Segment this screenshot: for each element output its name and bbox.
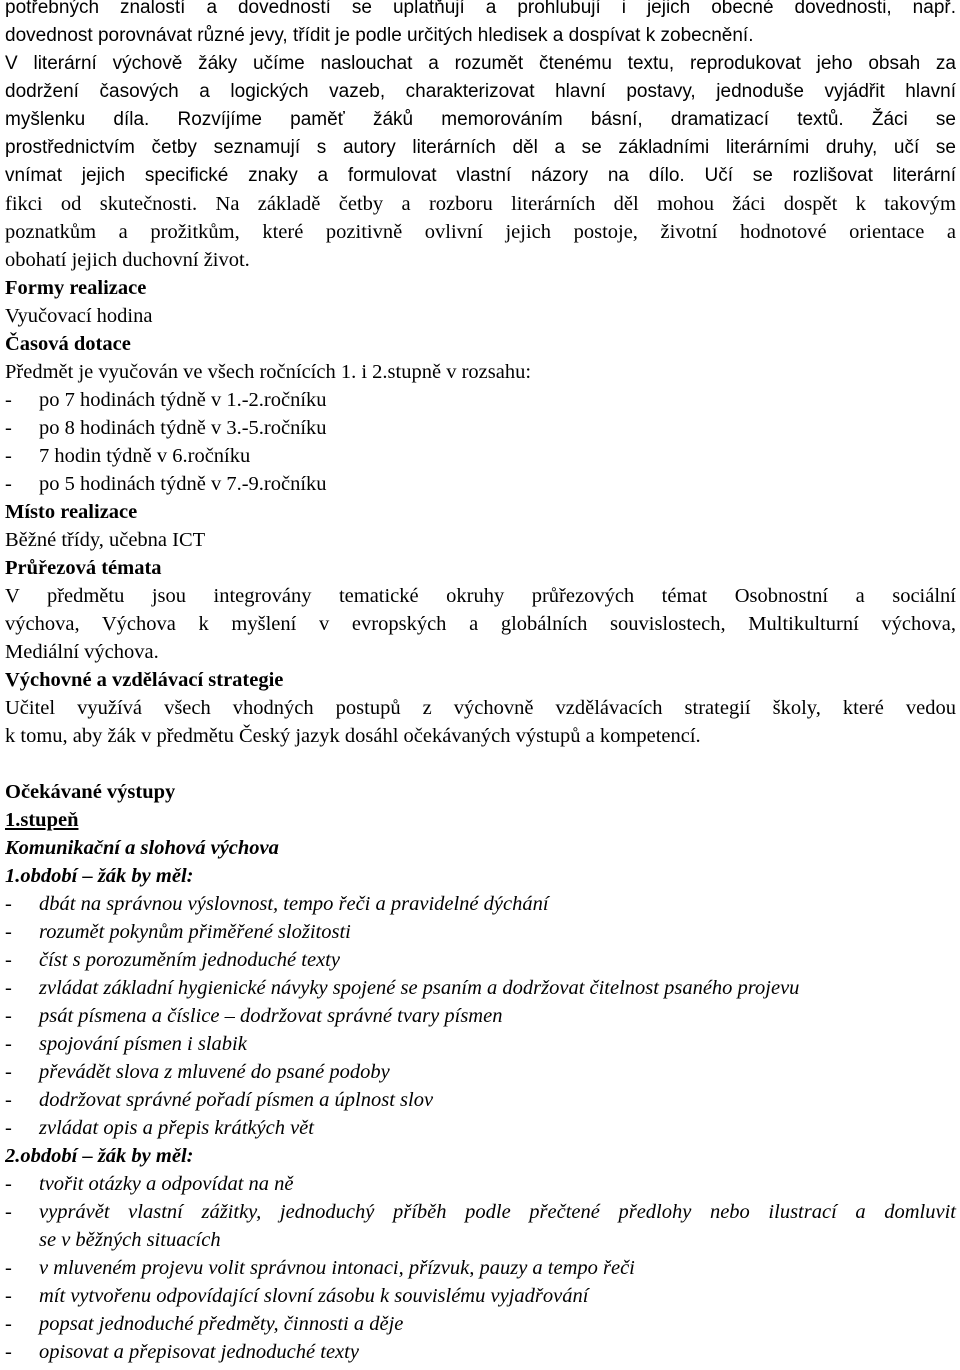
- heading-prurezova-temata: Průřezová témata: [5, 557, 162, 579]
- dash-bullet: -: [5, 977, 12, 999]
- dash-bullet: -: [5, 473, 12, 495]
- dash-bullet: -: [5, 921, 12, 943]
- list-item: [5, 974, 956, 1002]
- dash-bullet: -: [5, 1257, 12, 1279]
- dash-bullet: -: [5, 417, 12, 439]
- heading-misto-realizace: Místo realizace: [5, 501, 138, 523]
- list-item: [5, 442, 956, 470]
- list-item-continuation: se v běžných situacích: [39, 1229, 221, 1251]
- heading-obdobi-1: 1.období – žák by měl:: [5, 865, 194, 887]
- list-item: [5, 414, 956, 442]
- heading-formy-realizace: Formy realizace: [5, 277, 147, 299]
- list-item-text: převádět slova z mluvené do psané podoby: [39, 1061, 390, 1083]
- list-item-text: v mluveném projevu volit správnou intonaci, přízvuk, pauzy a tempo řeči: [39, 1257, 635, 1279]
- heading-strategie: Výchovné a vzdělávací strategie: [5, 669, 284, 691]
- text-line: myšlenku díla. Rozvíjíme paměť žáků memorováním básní, dramatizací textů. Žáci se: [5, 109, 956, 130]
- heading-casova-dotace: Časová dotace: [5, 333, 131, 355]
- dash-bullet: -: [5, 1061, 12, 1083]
- list-item-text: po 5 hodinách týdně v 7.-9.ročníku: [39, 473, 327, 495]
- misto-realizace-text: Běžné třídy, učebna ICT: [5, 529, 206, 551]
- heading-stupen: 1.stupeň: [5, 809, 79, 831]
- list-item-text: zvládat opis a přepis krátkých vět: [39, 1117, 314, 1139]
- list-item: [5, 1170, 956, 1198]
- list-item: [5, 470, 956, 498]
- dash-bullet: -: [5, 1201, 12, 1223]
- list-item: [5, 1282, 956, 1310]
- text-line: Mediální výchova.: [5, 641, 159, 663]
- list-item-text: mít vytvořenu odpovídající slovní zásobu k souvislému vyjadřování: [39, 1285, 589, 1307]
- document-page: [5, 0, 956, 1366]
- text-line: obohatí jejich duchovní život.: [5, 249, 250, 271]
- list-item: [5, 1086, 956, 1114]
- list-item-text: opisovat a přepisovat jednoduché texty: [39, 1341, 359, 1363]
- list-item: [5, 1114, 956, 1142]
- text-line: V literární výchově žáky učíme naslouchat a rozumět čtenému textu, reprodukovat jeho obsah za: [5, 53, 956, 74]
- list-item-text: popsat jednoduché předměty, činnosti a děje: [39, 1313, 404, 1335]
- list-item-text: tvořit otázky a odpovídat na ně: [39, 1173, 294, 1195]
- list-item-text: zvládat základní hygienické návyky spojené se psaním a dodržovat čitelnost psaného projevu: [39, 977, 800, 999]
- list-item: [5, 946, 956, 974]
- list-item: [5, 1030, 956, 1058]
- list-item: [5, 918, 956, 946]
- intro-paragraph-1: [5, 0, 956, 50]
- list-item: [5, 1338, 956, 1366]
- list-item: [5, 1254, 956, 1282]
- dash-bullet: -: [5, 389, 12, 411]
- list-item: [5, 1310, 956, 1338]
- text-line: fikci od skutečnosti. Na základě četby a rozboru literárních děl mohou žáci dospět k takovým: [5, 193, 956, 215]
- text-line: dodržení časových a logických vazeb, charakterizovat hlavní postavy, jednoduše vyjádřit hlavní: [5, 81, 956, 102]
- list-item-text: dodržovat správné pořadí písmen a úplnost slov: [39, 1089, 434, 1111]
- dash-bullet: -: [5, 1285, 12, 1307]
- dash-bullet: -: [5, 1005, 12, 1027]
- list-item-text: 7 hodin týdně v 6.ročníku: [39, 445, 251, 467]
- dash-bullet: -: [5, 1313, 12, 1335]
- list-item-text: psát písmena a číslice – dodržovat správné tvary písmen: [39, 1005, 503, 1027]
- heading-ocekavane-vystupy: Očekávané výstupy: [5, 781, 176, 803]
- casova-dotace-text: Předmět je vyučován ve všech ročnících 1. i 2.stupně v rozsahu:: [5, 361, 532, 383]
- list-item-text: po 7 hodinách týdně v 1.-2.ročníku: [39, 389, 327, 411]
- blank-line: [5, 750, 956, 778]
- text-line: potřebných znalostí a dovedností se uplatňují a prohlubují i jejich obecné dovednosti, např.: [5, 0, 956, 18]
- text-line: poznatkům a prožitkům, které pozitivně ovlivní jejich postoje, životní hodnotové orientace a: [5, 221, 956, 243]
- text-line: Učitel využívá všech vhodných postupů z výchovně vzdělávacích strategií školy, které vedou: [5, 697, 956, 719]
- text-line: výchova, Výchova k myšlení v evropských a globálních souvislostech, Multikulturní výchova,: [5, 613, 956, 635]
- dash-bullet: -: [5, 1341, 12, 1363]
- list-item-text: rozumět pokynům přiměřené složitosti: [39, 921, 351, 943]
- list-item-text: vyprávět vlastní zážitky, jednoduchý příběh podle přečtené předlohy nebo ilustrací a domluvit: [39, 1201, 956, 1223]
- dash-bullet: -: [5, 1117, 12, 1139]
- dash-bullet: -: [5, 1173, 12, 1195]
- dash-bullet: -: [5, 1089, 12, 1111]
- dash-bullet: -: [5, 445, 12, 467]
- dash-bullet: -: [5, 1033, 12, 1055]
- list-item-text: číst s porozuměním jednoduché texty: [39, 949, 340, 971]
- intro-paragraph-2: [5, 50, 956, 274]
- list-item-text: po 8 hodinách týdně v 3.-5.ročníku: [39, 417, 327, 439]
- list-item: [5, 386, 956, 414]
- list-item: [5, 1002, 956, 1030]
- list-item-text: dbát na správnou výslovnost, tempo řeči a pravidelné dýchání: [39, 893, 549, 915]
- text-line: V předmětu jsou integrovány tematické okruhy průřezových témat Osobnostní a sociální: [5, 585, 956, 607]
- formy-realizace-text: Vyučovací hodina: [5, 305, 153, 327]
- dash-bullet: -: [5, 949, 12, 971]
- text-line: vnímat jejich specifické znaky a formulovat vlastní názory na dílo. Učí se rozlišovat literární: [5, 165, 956, 186]
- text-line: k tomu, aby žák v předmětu Český jazyk dosáhl očekávaných výstupů a kompetencí.: [5, 725, 701, 747]
- heading-section: Komunikační a slohová výchova: [5, 837, 279, 859]
- dash-bullet: -: [5, 893, 12, 915]
- list-item-text: spojování písmen i slabik: [39, 1033, 247, 1055]
- list-item: [5, 1198, 956, 1226]
- text-line: dovednost porovnávat různé jevy, třídit je podle určitých hledisek a dospívat k zobecnění.: [5, 25, 754, 46]
- list-item: [5, 890, 956, 918]
- list-item: [5, 1058, 956, 1086]
- text-line: prostřednictvím četby seznamují s autory literárních děl a se základními literárními druhy, učí se: [5, 137, 956, 158]
- heading-obdobi-2: 2.období – žák by měl:: [5, 1145, 194, 1167]
